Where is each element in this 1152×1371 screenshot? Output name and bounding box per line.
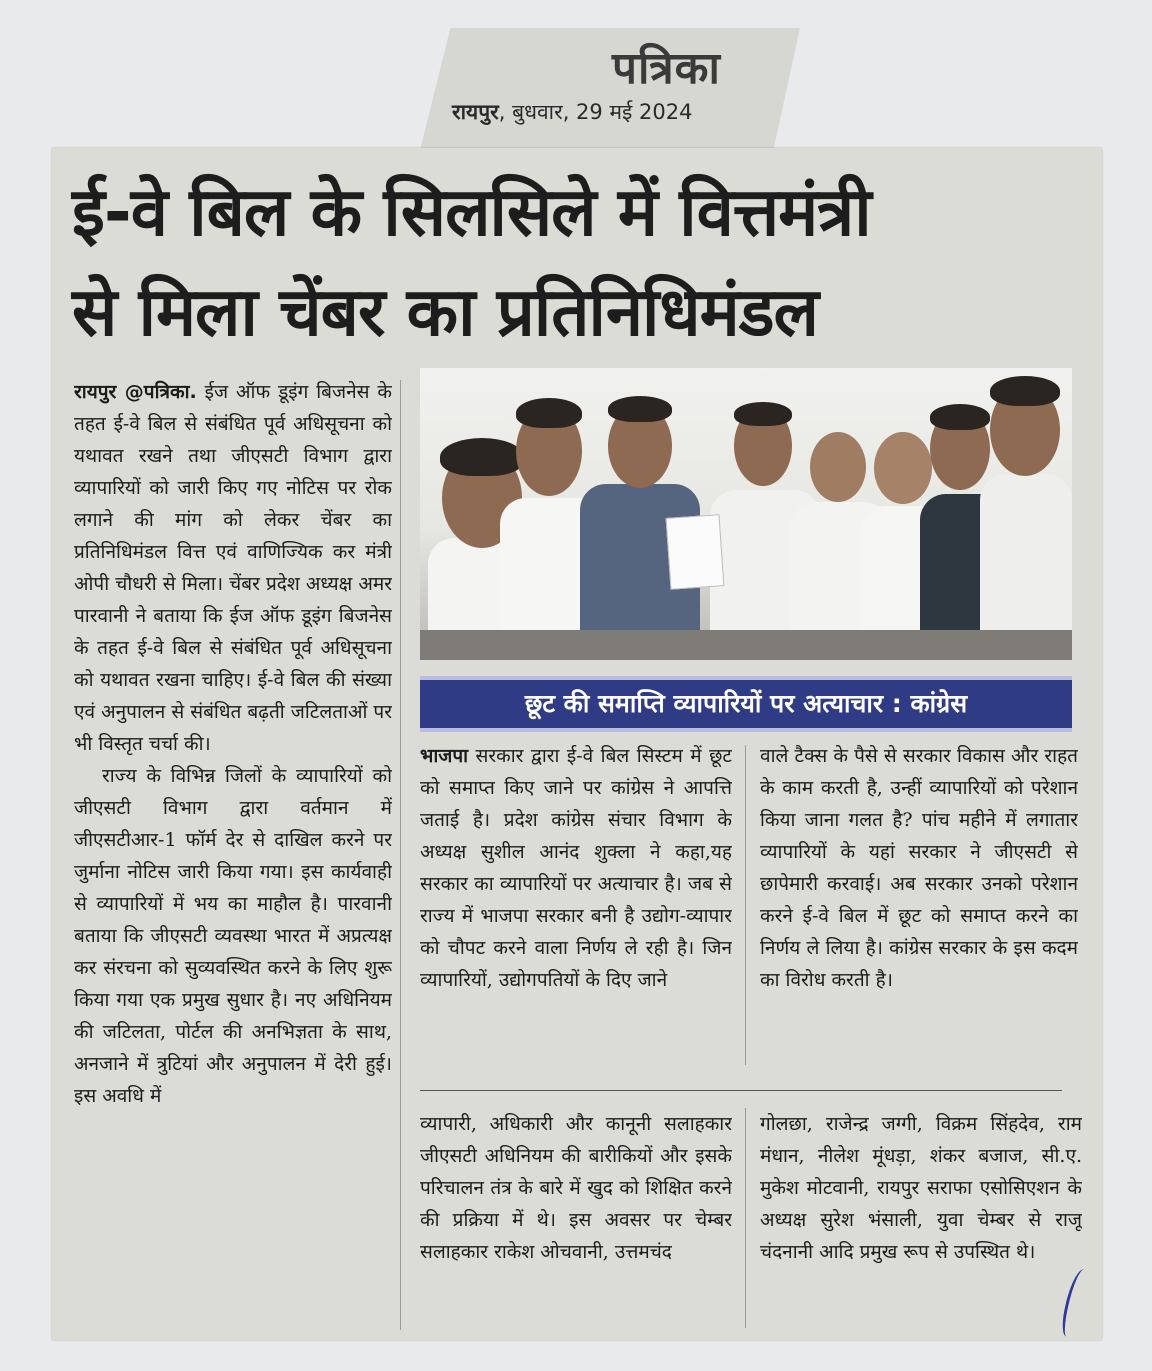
photo-table	[420, 630, 1072, 660]
dateline: रायपुर @पत्रिका.	[74, 381, 197, 403]
story-separator	[420, 1090, 1062, 1091]
edition-city: रायपुर	[452, 100, 499, 124]
newspaper-name: पत्रिका	[612, 43, 721, 94]
headline-line-1: ई-वे बिल के सिलसिले में वित्तमंत्री	[72, 173, 871, 251]
edition-date	[452, 98, 762, 126]
column-rule-bottom	[745, 1108, 746, 1328]
edition-date-rest: , बुधवार, 29 मई 2024	[498, 100, 693, 124]
column-rule-left	[400, 380, 401, 1330]
headline	[72, 162, 1092, 362]
continuation-col1-text: व्यापारी, अधिकारी और कानूनी सलाहकार जीएसटी अधिनियम की बारीकियों और इसके परिचालन तंत्र के बारे में खुद को शिक्षित करने की प्रक्रिया में थे। इस अवसर पर चेम्बर सलाहकार राकेश ओचवानी, उत्तमचंद	[420, 1113, 732, 1263]
continuation-column-2	[760, 1108, 1082, 1328]
main-story-column	[74, 376, 392, 1326]
congress-story-column-1	[420, 740, 732, 1070]
congress-story-col2-text: वाले टैक्स के पैसे से सरकार विकास और राहत के काम करती है, उन्हीं व्यापारियों को परेशान किया जाना गलत है? पांच महीने में लगातार व्यापारियों के यहां सरकार ने जीएसटी से छापेमारी करवाई। अब सरकार उनको परेशान करने ई-वे बिल में छूट को समाप्त करने का निर्णय ले लिया है। कांग्रेस सरकार के इस कदम का विरोध करती है।	[760, 745, 1078, 991]
continuation-column-1	[420, 1108, 732, 1328]
headline-line-2: से मिला चेंबर का प्रतिनिधिमंडल	[72, 273, 818, 351]
congress-story-column-2	[760, 740, 1078, 1070]
continuation-col2-text: गोलछा, राजेन्द्र जग्गी, विक्रम सिंहदेव, राम मंधान, नीलेश मूंधड़ा, शंकर बजाज, सी.ए. मुकेश मोटवानी, रायपुर सराफा एसोसिएशन के अध्यक्ष सुरेश भंसाली, युवा चेम्बर से राजू चंदनानी आदि प्रमुख रूप से उपस्थित थे।	[760, 1113, 1082, 1263]
subheading-banner	[420, 676, 1072, 732]
subheading-banner-text: छूट की समाप्ति व्यापारियों पर अत्याचार : कांग्रेस	[524, 689, 968, 718]
congress-story-lead: भाजपा	[420, 745, 469, 767]
main-story-para-1-text: ईज ऑफ डूइंग बिजनेस के तहत ई-वे बिल से संबंधित पूर्व अधिसूचना को यथावत रखने तथा जीएसटी विभाग द्वारा व्यापारियों को जारी किए गए नोटिस पर रोक लगाने की मांग को लेकर चेंबर का प्रतिनिधिमंडल वित्त एवं वाणिज्यिक कर मंत्री ओपी चौधरी से मिला। चेंबर प्रदेश अध्यक्ष अमर पारवानी ने बताया कि ईज ऑफ डूइंग बिजनेस के तहत ई-वे बिल से संबंधित पूर्व अधिसूचना को यथावत रखना चाहिए। ई-वे बिल की संख्या एवं अनुपालन से संबंधित बढ़ती जटिलताओं पर भी विस्तृत चर्चा की।	[74, 381, 392, 755]
main-story-para-1	[74, 376, 392, 760]
main-story-para-2: राज्य के विभिन्न जिलों के व्यापारियों को जीएसटी विभाग द्वारा वर्तमान में जीएसटीआर-1 फॉर्म देर से दाखिल करने पर जुर्माना नोटिस जारी किया गया। इस कार्यवाही से व्यापारियों में भय का माहौल है। पारवानी बताया कि जीएसटी व्यवस्था भारत में अप्रत्यक्ष कर संरचना को सुव्यवस्थित करने के लिए शुरू किया गया एक प्रमुख सुधार है। नए अधिनियम की जटिलता, पोर्टल की अनभिज्ञता के साथ, अनजाने में त्रुटियां और अनुपालन में देरी हुई। इस अवधि में	[74, 765, 392, 1107]
memorandum-document	[666, 514, 725, 590]
congress-story-para-1	[420, 740, 732, 996]
congress-story-col1-text: सरकार द्वारा ई-वे बिल सिस्टम में छूट को समाप्त किए जाने पर कांग्रेस ने आपत्ति जताई है। प्रदेश कांग्रेस संचार विभाग के अध्यक्ष सुशील आनंद शुक्ला ने कहा,यह सरकार का व्यापारियों पर अत्याचार है। जब से राज्य में भाजपा सरकार बनी है उद्योग-व्यापार को चौपट करने वाला निर्णय ले रही है। जिन व्यापारियों, उद्योगपतियों के दिए जाने	[420, 745, 732, 991]
column-rule-middle	[745, 745, 746, 1065]
delegation-photo	[420, 368, 1072, 660]
